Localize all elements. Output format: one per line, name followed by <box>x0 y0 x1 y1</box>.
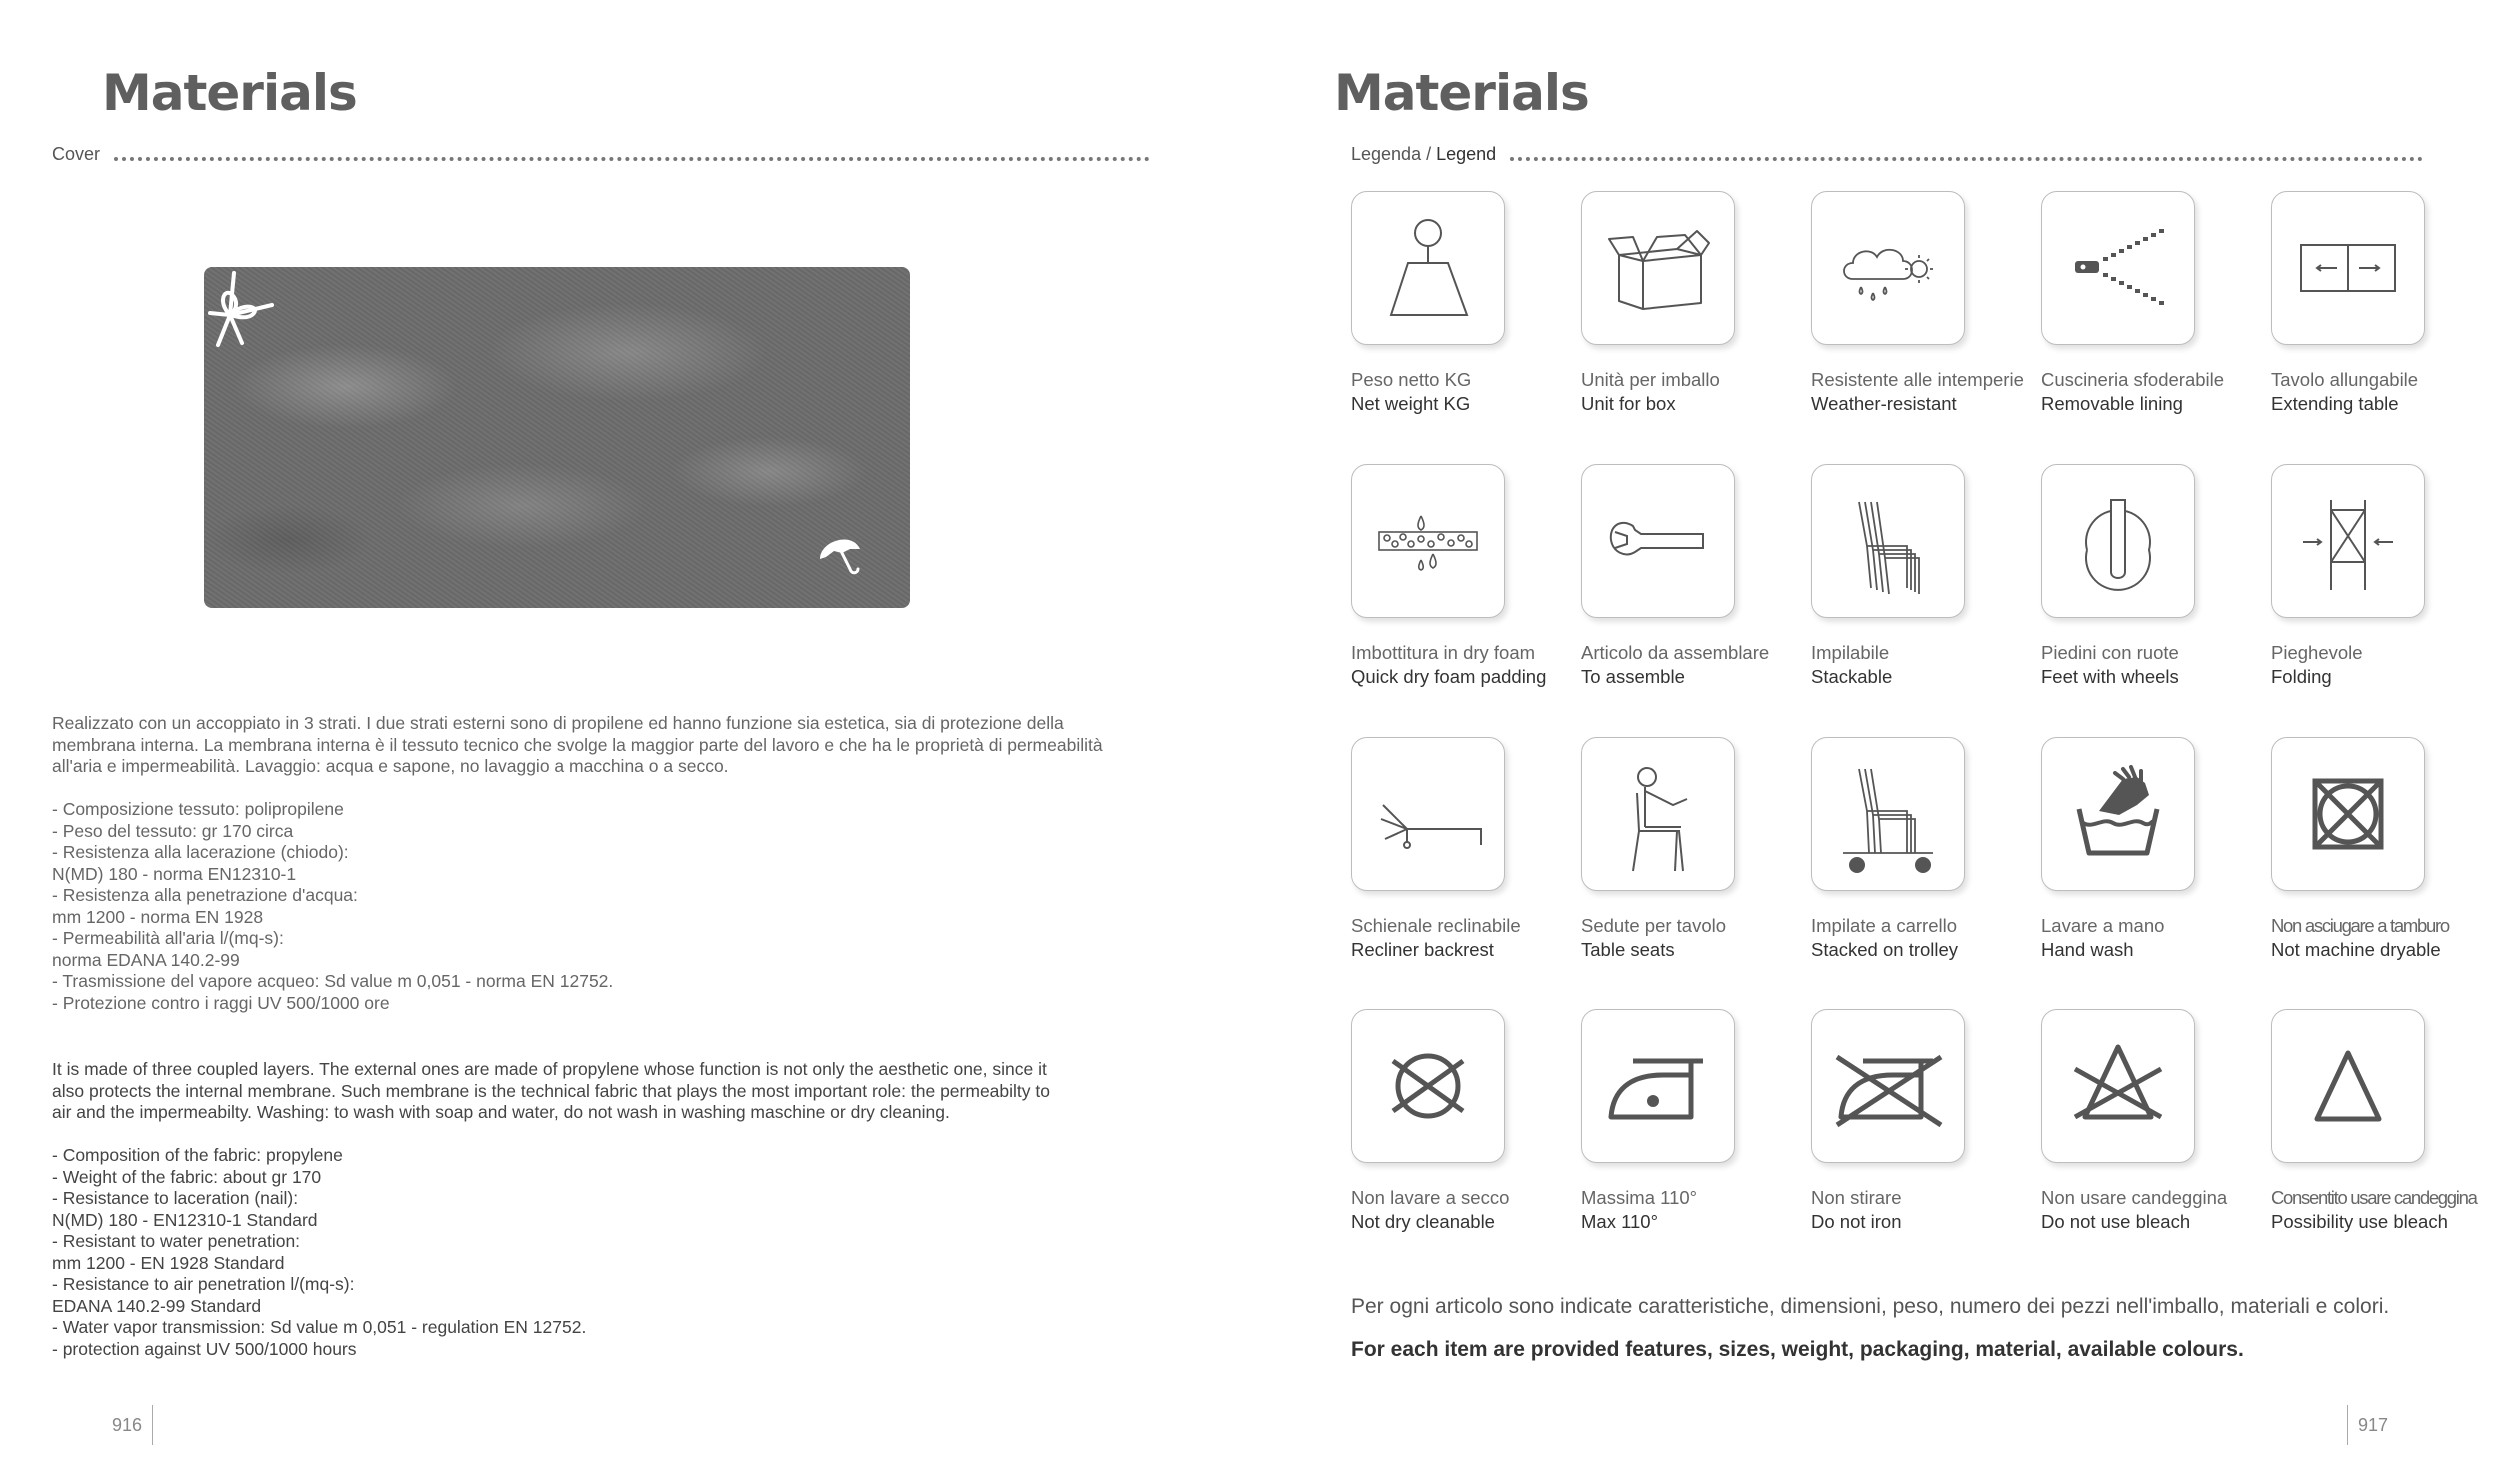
legend-label-en: Hand wash <box>2041 939 2134 960</box>
legend-label-it: Resistente alle intemperie <box>1811 369 2024 390</box>
legend-item <box>2041 1009 2227 1233</box>
legend-item <box>2041 737 2195 961</box>
legend-label-en: Stacked on trolley <box>1811 939 1959 960</box>
cover-label: Cover <box>52 144 101 164</box>
legend-label-it: Non lavare a secco <box>1351 1187 1510 1208</box>
bleach-icon <box>2271 1009 2425 1163</box>
legend-label-it: Peso netto KG <box>1351 369 1472 390</box>
table-seat-icon <box>1581 737 1735 891</box>
legend-label-en: Not dry cleanable <box>1351 1211 1495 1232</box>
legend-label-it: Consentito usare candeggina <box>2271 1187 2477 1208</box>
no-bleach-icon <box>2041 1009 2195 1163</box>
legend-item <box>1351 737 1521 961</box>
legend-label-en: Do not iron <box>1811 1211 1902 1232</box>
zipper-icon <box>2041 191 2195 345</box>
legend-label-en: Do not use bleach <box>2041 1211 2191 1232</box>
legend-item <box>2271 1009 2477 1233</box>
legend-label-it: Lavare a mano <box>2041 915 2165 936</box>
page-number-right: 917 <box>2358 1415 2389 1435</box>
legend-item <box>1351 1009 1509 1233</box>
legend-label-it: Piedini con ruote <box>2041 642 2179 663</box>
legend-item <box>1811 737 1965 961</box>
legend-label-it: Impilate a carrello <box>1811 915 1958 936</box>
legend-item <box>1351 191 1505 415</box>
legend-item <box>1581 1009 1735 1233</box>
legend-item <box>2271 191 2425 415</box>
weight-icon <box>1351 191 1505 345</box>
legend-item <box>2271 737 2449 961</box>
legend-label-en: Legend <box>1436 144 1497 164</box>
left-page-title: Materials <box>102 64 357 122</box>
fabric-swatch-image <box>204 267 910 608</box>
dotted-divider <box>1510 157 2423 161</box>
legend-label-it: Sedute per tavolo <box>1581 915 1727 936</box>
iron-icon <box>1581 1009 1735 1163</box>
legend-label-en: Table seats <box>1581 939 1675 960</box>
page-number-divider <box>152 1405 153 1445</box>
description-italian: Realizzato con un accoppiato in 3 strati. I due strati esterni sono di propilene ed hanno funzione sia estetica, sia di protezione della membrana interna. La membrana interna è il tessuto tecnico che svolge la maggior parte del lavoro e che ha le proprietà di permeabilità all'aria e impermeabilità. Lavaggio: acqua e sapone, no lavaggio a macchina o a secco. <box>52 713 1103 776</box>
legend-label-en: Not machine dryable <box>2271 939 2441 960</box>
no-dry-clean-icon <box>1351 1009 1505 1163</box>
legend-label-it: Imbottitura in dry foam <box>1351 642 1536 663</box>
legend-label-en: Possibility use bleach <box>2271 1211 2448 1232</box>
wrench-icon <box>1581 464 1735 618</box>
extending-table-icon <box>2271 191 2425 345</box>
legend-item <box>2041 464 2195 688</box>
legend-item <box>1581 737 1735 961</box>
legend-label-en: Max 110° <box>1581 1211 1658 1232</box>
description-english: It is made of three coupled layers. The external ones are made of propylene whose function is not only the aesthetic one, since it also protects the internal membrane. Such membrane is the technical fabric that plays the most important role: the permeabilty to air and the impermeabilty. Washing: to wash with soap and water, do not wash in washing maschine or dry cleaning. <box>52 1059 1050 1122</box>
wheel-icon <box>2041 464 2195 618</box>
legend-label-it: Impilabile <box>1811 642 1890 663</box>
legend-label-en: Recliner backrest <box>1351 939 1494 960</box>
legend-item <box>1811 1009 1965 1233</box>
legend-item <box>1581 464 1769 688</box>
legend-label-it: Articolo da assemblare <box>1581 642 1770 663</box>
legend-label-it: Legenda / <box>1351 144 1432 164</box>
legend-item <box>2041 191 2224 415</box>
recliner-icon <box>1351 737 1505 891</box>
legend-label-it: Massima 110° <box>1581 1187 1698 1208</box>
footer-note-english: For each item are provided features, sizes, weight, packaging, material, available colours. <box>1351 1338 2244 1361</box>
legend-label-en: Quick dry foam padding <box>1351 666 1547 687</box>
stackable-icon <box>1811 464 1965 618</box>
specs-italian: - Composizione tessuto: polipropilene - Peso del tessuto: gr 170 circa - Resistenza alla lacerazione (chiodo): N(MD) 180 - norma EN12310-1 - Resistenza alla penetrazione d'acqua: mm 1200 - norma EN 1928 - Permeabilità all'aria l/(mq-s): norma EDANA 140.2-99 - Trasmissione del vapore acqueo: Sd value m 0,051 - norma EN 12752. - Protezione contro i raggi UV 500/1000 ore <box>52 799 614 1013</box>
dry-foam-icon <box>1351 464 1505 618</box>
trolley-icon <box>1811 737 1965 891</box>
legend-label-en: Removable lining <box>2041 393 2183 414</box>
box-icon <box>1581 191 1735 345</box>
cover-section-header <box>52 144 1150 165</box>
legend-label-en: Net weight KG <box>1351 393 1471 414</box>
hand-wash-icon <box>2041 737 2195 891</box>
legend-label-it: Non asciugare a tamburo <box>2271 915 2449 936</box>
legend-label-en: Weather-resistant <box>1811 393 1957 414</box>
legend-label-en: Extending table <box>2271 393 2399 414</box>
legend-label-it: Tavolo allungabile <box>2271 369 2419 390</box>
footer-note-italian: Per ogni articolo sono indicate caratteristiche, dimensioni, peso, numero dei pezzi nell'imballo, materiali e colori. <box>1351 1295 2390 1318</box>
legend-label-it: Non stirare <box>1811 1187 1902 1208</box>
page-number-divider <box>2347 1405 2348 1445</box>
legend-label-it: Non usare candeggina <box>2041 1187 2228 1208</box>
legend-item <box>1811 191 2024 415</box>
legend-label-en: Folding <box>2271 666 2332 687</box>
folding-icon <box>2271 464 2425 618</box>
legend-item <box>1581 191 1735 415</box>
specs-english: - Composition of the fabric: propylene - Weight of the fabric: about gr 170 - Resistance to laceration (nail): N(MD) 180 - EN12310-1 Standard - Resistant to water penetration: mm 1200 - EN 1928 Standard - Resistance to air penetration l/(mq-s): EDANA 140.2-99 Standard - Water vapor transmission: Sd value m 0,051 - regulation EN 12752. - protection against UV 500/1000 hours <box>52 1145 587 1359</box>
legend-label-en: Unit for box <box>1581 393 1676 414</box>
legend-section-header <box>1351 144 2423 165</box>
legend-label-it: Pieghevole <box>2271 642 2363 663</box>
legend-label-en: Feet with wheels <box>2041 666 2179 687</box>
legend-label-it: Cuscineria sfoderabile <box>2041 369 2225 390</box>
legend-item <box>1351 464 1546 688</box>
gift-ribbon-icon <box>208 271 308 361</box>
right-page-title: Materials <box>1334 64 1589 122</box>
legend-item <box>2271 464 2425 688</box>
page-number-left: 916 <box>112 1415 143 1435</box>
legend-label-en: Stackable <box>1811 666 1893 687</box>
umbrella-icon <box>814 529 870 579</box>
dotted-divider <box>114 157 1150 161</box>
legend-label-it: Schienale reclinabile <box>1351 915 1521 936</box>
no-tumble-dry-icon <box>2271 737 2425 891</box>
weather-icon <box>1811 191 1965 345</box>
legend-item <box>1811 464 1965 688</box>
legend-label-it: Unità per imballo <box>1581 369 1720 390</box>
legend-label-en: To assemble <box>1581 666 1685 687</box>
no-iron-icon <box>1811 1009 1965 1163</box>
